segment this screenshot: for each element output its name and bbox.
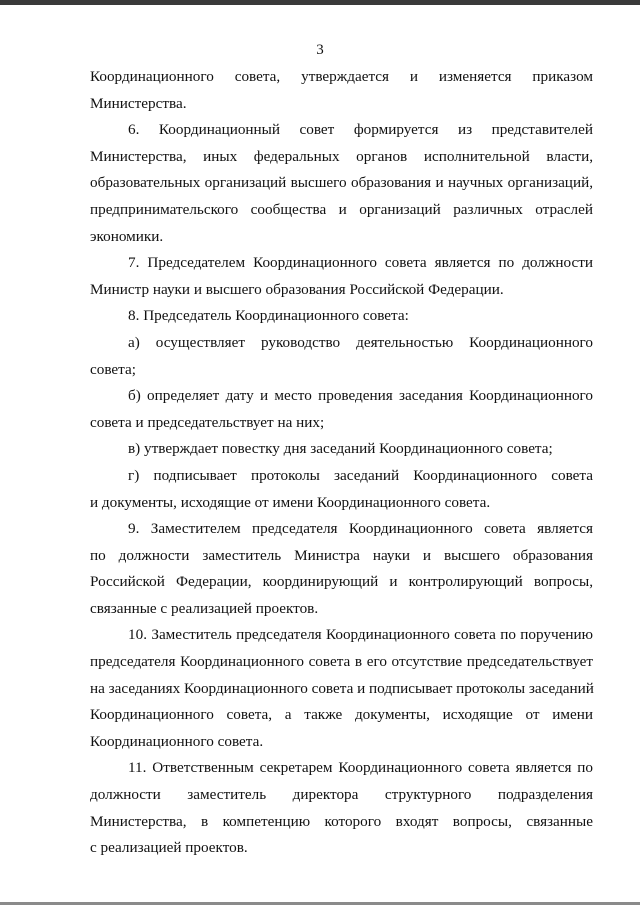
- text-line: связанные с реализацией проектов.: [90, 599, 319, 617]
- text-line: в) утверждает повестку дня заседаний Координационного совета;: [128, 440, 553, 458]
- paragraph-p8v: [90, 436, 593, 463]
- paragraph-p8g: [90, 463, 593, 516]
- text-line: и документы, исходящие от имени Координационного совета.: [90, 493, 491, 511]
- text-line: 10. Заместитель председателя Координационного совета по поручению: [128, 626, 593, 644]
- text-line: Координационного совета, а также документы, исходящие от имени: [90, 706, 593, 724]
- text-line: с реализацией проектов.: [90, 839, 248, 857]
- text-line: должности заместитель директора структурного подразделения: [90, 786, 593, 804]
- paragraph-p10: [90, 622, 593, 755]
- paragraph-p9: [90, 516, 593, 622]
- paragraph-p8: [90, 303, 593, 330]
- text-line: Министерства, иных федеральных органов исполнительной власти,: [90, 147, 593, 165]
- text-line: Министерства, в компетенцию которого входят вопросы, связанные: [90, 812, 593, 830]
- text-line: 7. Председателем Координационного совета является по должности: [128, 254, 593, 272]
- paragraph-p8b: [90, 383, 593, 436]
- text-line: Министерства.: [90, 94, 187, 112]
- text-line: совета;: [90, 360, 136, 378]
- paragraph-p11: [90, 755, 593, 861]
- paragraph-p7: [90, 250, 593, 303]
- text-line: 11. Ответственным секретарем Координационного совета является по: [128, 759, 593, 777]
- document-body: [90, 64, 593, 862]
- text-line: 9. Заместителем председателя Координационного совета является: [128, 520, 593, 538]
- text-line: совета и председательствует на них;: [90, 413, 325, 431]
- text-line: предпринимательского сообщества и организаций различных отраслей: [90, 200, 593, 218]
- text-line: образовательных организаций высшего образования и научных организаций,: [90, 174, 593, 192]
- text-line: б) определяет дату и место проведения заседания Координационного: [128, 387, 593, 405]
- text-line: 6. Координационный совет формируется из представителей: [128, 121, 593, 139]
- paragraph-p5-cont: [90, 64, 593, 117]
- text-line: а) осуществляет руководство деятельностью Координационного: [128, 333, 593, 351]
- page-number: 3: [316, 42, 324, 58]
- text-line: по должности заместитель Министра науки и высшего образования: [90, 546, 593, 564]
- text-line: Российской Федерации, координирующий и контролирующий вопросы,: [90, 573, 593, 591]
- scan-top-edge: [0, 0, 640, 5]
- text-line: г) подписывает протоколы заседаний Координационного совета: [128, 466, 593, 484]
- text-line: Министр науки и высшего образования Российской Федерации.: [90, 280, 504, 298]
- paragraph-p8a: [90, 330, 593, 383]
- paragraph-p6: [90, 117, 593, 250]
- text-line: экономики.: [90, 227, 164, 245]
- text-line: председателя Координационного совета в его отсутствие председательствует: [90, 653, 593, 671]
- text-line: 8. Председатель Координационного совета:: [128, 307, 409, 325]
- text-line: на заседаниях Координационного совета и подписывает протоколы заседаний: [90, 679, 594, 697]
- text-line: Координационного совета, утверждается и изменяется приказом: [90, 68, 593, 85]
- text-line: Координационного совета.: [90, 732, 264, 750]
